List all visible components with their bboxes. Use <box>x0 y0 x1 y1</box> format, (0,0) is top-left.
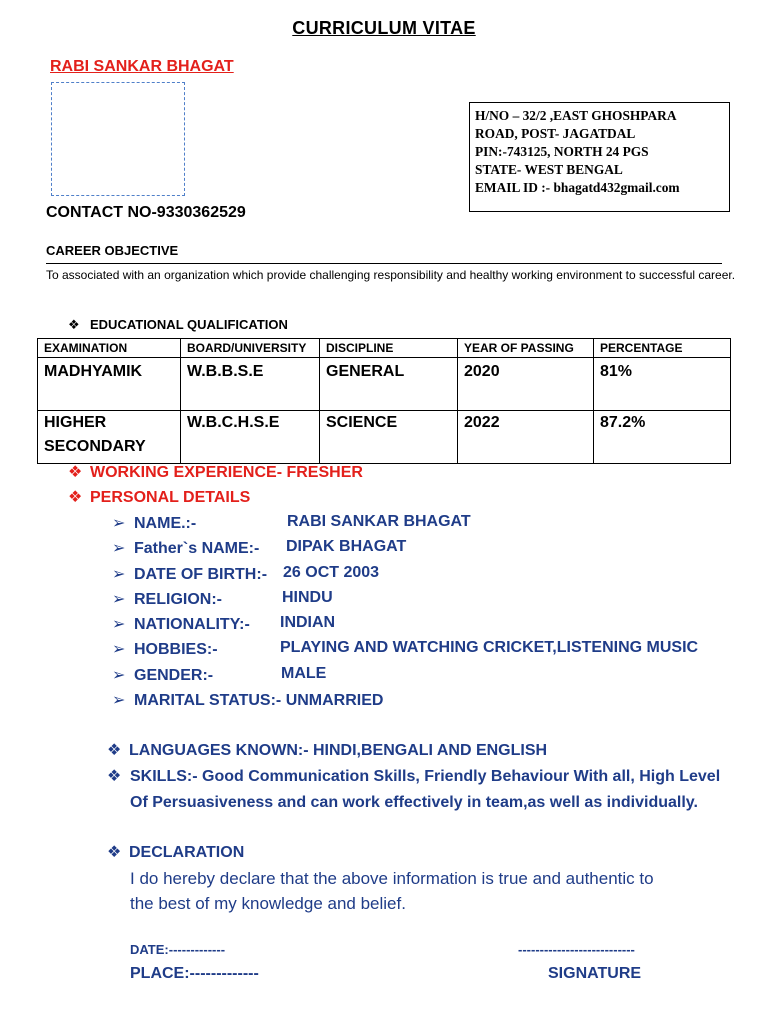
table-cell: HIGHER SECONDARY <box>38 411 181 464</box>
candidate-name: RABI SANKAR BHAGAT <box>50 58 234 75</box>
diamond-bullet-icon: ❖ <box>107 768 122 785</box>
table-cell: 2020 <box>458 358 594 411</box>
divider <box>46 263 722 264</box>
personal-label: MARITAL STATUS:- <box>134 692 282 709</box>
personal-item <box>112 690 383 710</box>
diamond-bullet-icon: ❖ <box>107 844 122 861</box>
personal-label: Father`s NAME:- <box>134 540 260 557</box>
personal-value: UNMARRIED <box>285 692 384 709</box>
table-header-row <box>38 339 731 358</box>
arrow-bullet-icon: ➢ <box>112 692 126 709</box>
table-cell: 81% <box>594 358 731 411</box>
table-cell: W.B.C.H.S.E <box>181 411 320 464</box>
skills-text: SKILLS:- Good Communication Skills, Friendly Behaviour With all, High Level Of Persuasiveness and can work effectively in team,as well as individually. <box>130 768 721 811</box>
arrow-bullet-icon: ➢ <box>112 641 126 658</box>
table-row <box>38 358 731 411</box>
personal-value: RABI SANKAR BHAGAT <box>287 513 471 530</box>
career-objective-heading: CAREER OBJECTIVE <box>46 243 179 258</box>
table-header-cell: EXAMINATION <box>38 339 181 358</box>
personal-item <box>112 513 196 533</box>
diamond-bullet-icon: ❖ <box>68 464 83 481</box>
address-line-4: STATE- WEST BENGAL <box>475 162 623 177</box>
diamond-bullet-icon: ❖ <box>68 317 80 332</box>
table-header-cell: BOARD/UNIVERSITY <box>181 339 320 358</box>
address-line-5: EMAIL ID :- bhagatd432gmail.com <box>475 180 680 195</box>
personal-label: NATIONALITY:- <box>134 616 250 633</box>
working-experience-label: WORKING EXPERIENCE- FRESHER <box>90 464 363 481</box>
arrow-bullet-icon: ➢ <box>112 591 126 608</box>
address-line-1: H/NO – 32/2 ,EAST GHOSHPARA <box>475 108 677 123</box>
declaration-label: DECLARATION <box>129 844 245 861</box>
personal-item <box>112 538 259 558</box>
personal-item <box>112 564 267 584</box>
declaration-heading <box>107 842 244 862</box>
date-field: DATE:------------- <box>130 942 226 957</box>
arrow-bullet-icon: ➢ <box>112 540 126 557</box>
declaration-line: I do hereby declare that the above information is true and authentic to <box>130 869 654 888</box>
personal-value: DIPAK BHAGAT <box>286 538 407 555</box>
personal-value: PLAYING AND WATCHING CRICKET,LISTENING MUSIC <box>280 639 699 656</box>
education-heading-label: EDUCATIONAL QUALIFICATION <box>90 317 288 332</box>
personal-value: INDIAN <box>280 614 336 631</box>
table-cell: GENERAL <box>320 358 458 411</box>
personal-label: NAME.:- <box>134 515 197 532</box>
table-header-cell: YEAR OF PASSING <box>458 339 594 358</box>
personal-item <box>112 614 250 634</box>
declaration-line: the best of my knowledge and belief. <box>130 894 406 913</box>
arrow-bullet-icon: ➢ <box>112 667 126 684</box>
table-header-cell: PERCENTAGE <box>594 339 731 358</box>
address-line-2: ROAD, POST- JAGATDAL <box>475 126 636 141</box>
table-cell: 2022 <box>458 411 594 464</box>
diamond-bullet-icon: ❖ <box>107 742 122 759</box>
career-objective-text: To associated with an organization which provide challenging responsibility and healthy working environment to successful career. <box>46 268 736 282</box>
place-field: PLACE:------------- <box>130 965 259 982</box>
personal-value: MALE <box>281 665 327 682</box>
signature-label: SIGNATURE <box>548 965 642 982</box>
personal-label: HOBBIES:- <box>134 641 218 658</box>
personal-value: 26 OCT 2003 <box>283 564 380 581</box>
education-heading <box>68 317 288 333</box>
languages-known <box>107 740 547 760</box>
diamond-bullet-icon: ❖ <box>68 489 83 506</box>
table-cell: SCIENCE <box>320 411 458 464</box>
contact-number: CONTACT NO-9330362529 <box>46 204 246 221</box>
personal-details-heading <box>68 487 250 507</box>
declaration-text <box>130 866 654 916</box>
personal-item <box>112 665 213 685</box>
personal-item <box>112 589 222 609</box>
languages-label: LANGUAGES KNOWN:- HINDI,BENGALI AND ENGLISH <box>129 742 548 759</box>
address-box <box>469 102 730 212</box>
page-title: CURRICULUM VITAE <box>292 18 476 38</box>
arrow-bullet-icon: ➢ <box>112 566 126 583</box>
personal-label: DATE OF BIRTH:- <box>134 566 268 583</box>
photo-placeholder <box>51 82 185 196</box>
personal-item <box>112 639 218 659</box>
working-experience <box>68 462 363 482</box>
address-line-3: PIN:-743125, NORTH 24 PGS <box>475 144 649 159</box>
personal-details-label: PERSONAL DETAILS <box>90 489 251 506</box>
table-cell: W.B.B.S.E <box>181 358 320 411</box>
table-row <box>38 411 731 464</box>
personal-value: HINDU <box>282 589 333 606</box>
personal-label: GENDER:- <box>134 667 214 684</box>
education-table <box>37 338 731 464</box>
signature-line: --------------------------- <box>518 942 635 957</box>
table-cell: 87.2% <box>594 411 731 464</box>
table-cell: MADHYAMIK <box>38 358 181 411</box>
table-header-cell: DISCIPLINE <box>320 339 458 358</box>
arrow-bullet-icon: ➢ <box>112 515 126 532</box>
arrow-bullet-icon: ➢ <box>112 616 126 633</box>
personal-label: RELIGION:- <box>134 591 222 608</box>
